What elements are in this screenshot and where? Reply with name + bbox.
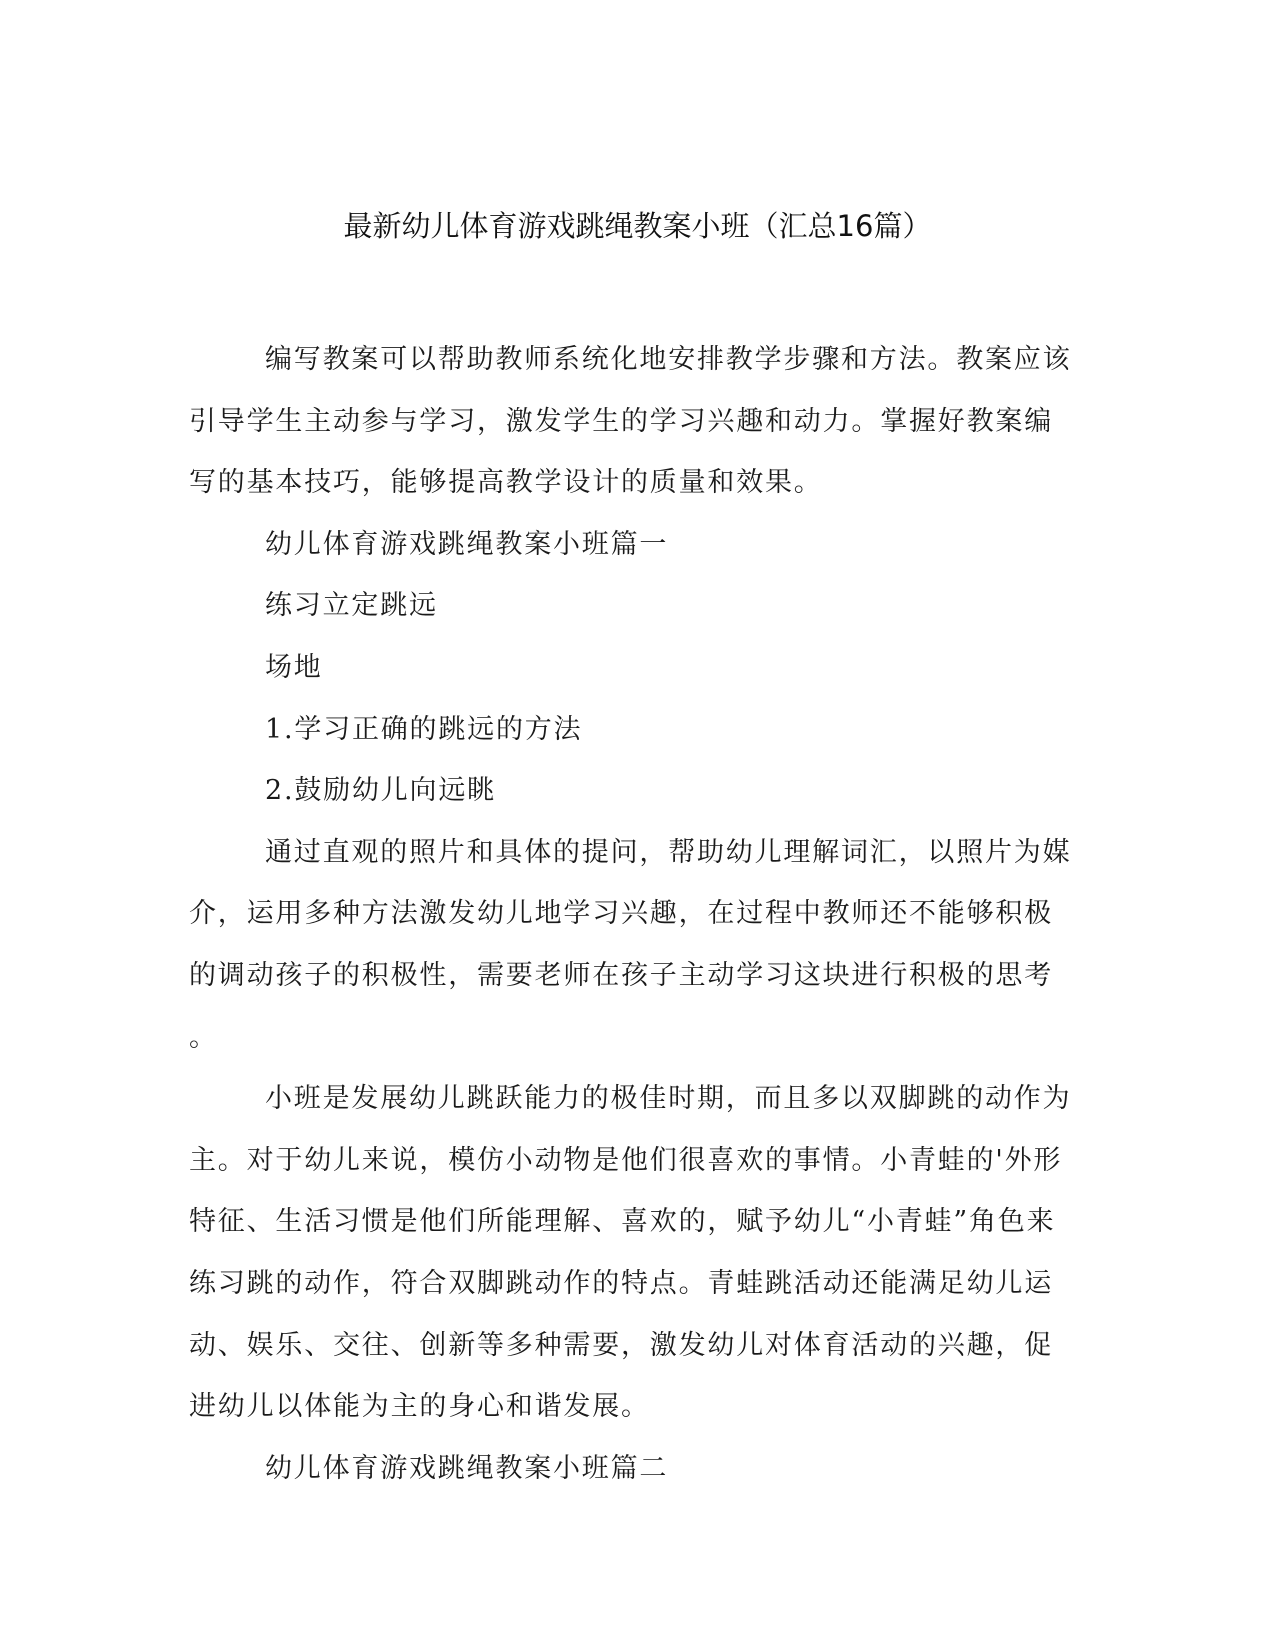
goal-item-2: 2.鼓励幼儿向远眺 [265, 775, 496, 807]
section-heading-2: 幼儿体育游戏跳绳教案小班篇二 [265, 1452, 669, 1484]
activity-name: 练习立定跳远 [265, 590, 438, 622]
document-title: 最新幼儿体育游戏跳绳教案小班（汇总16篇） [343, 209, 932, 243]
reflection-paragraph-end: 。 [189, 1021, 218, 1053]
goal-item-1: 1.学习正确的跳远的方法 [265, 713, 583, 745]
document-body [189, 329, 1079, 1499]
section-heading-1: 幼儿体育游戏跳绳教案小班篇一 [265, 528, 669, 560]
background-paragraph: 小班是发展幼儿跳跃能力的极佳时期，而且多以双脚跳的动作为主。对于幼儿来说，模仿小动物是他们很喜欢的事情。小青蛙的'外形特征、生活习惯是他们所能理解、喜欢的，赋予幼儿“小青蛙”角色来练习跳的动作，符合双脚跳动作的特点。青蛙跳活动还能满足幼儿运动、娱乐、交往、创新等多种需要，激发幼儿对体育活动的兴趣，促进幼儿以体能为主的身心和谐发展。 [189, 1083, 1072, 1423]
intro-paragraph: 编写教案可以帮助教师系统化地安排教学步骤和方法。教案应该引导学生主动参与学习，激发学生的学习兴趣和动力。掌握好教案编写的基本技巧，能够提高教学设计的质量和效果。 [189, 344, 1072, 499]
reflection-paragraph: 通过直观的照片和具体的提问，帮助幼儿理解词汇，以照片为媒介，运用多种方法激发幼儿地学习兴趣，在过程中教师还不能够积极的调动孩子的积极性，需要老师在孩子主动学习这块进行积极的思考 [189, 836, 1072, 991]
venue-label: 场地 [265, 651, 323, 683]
